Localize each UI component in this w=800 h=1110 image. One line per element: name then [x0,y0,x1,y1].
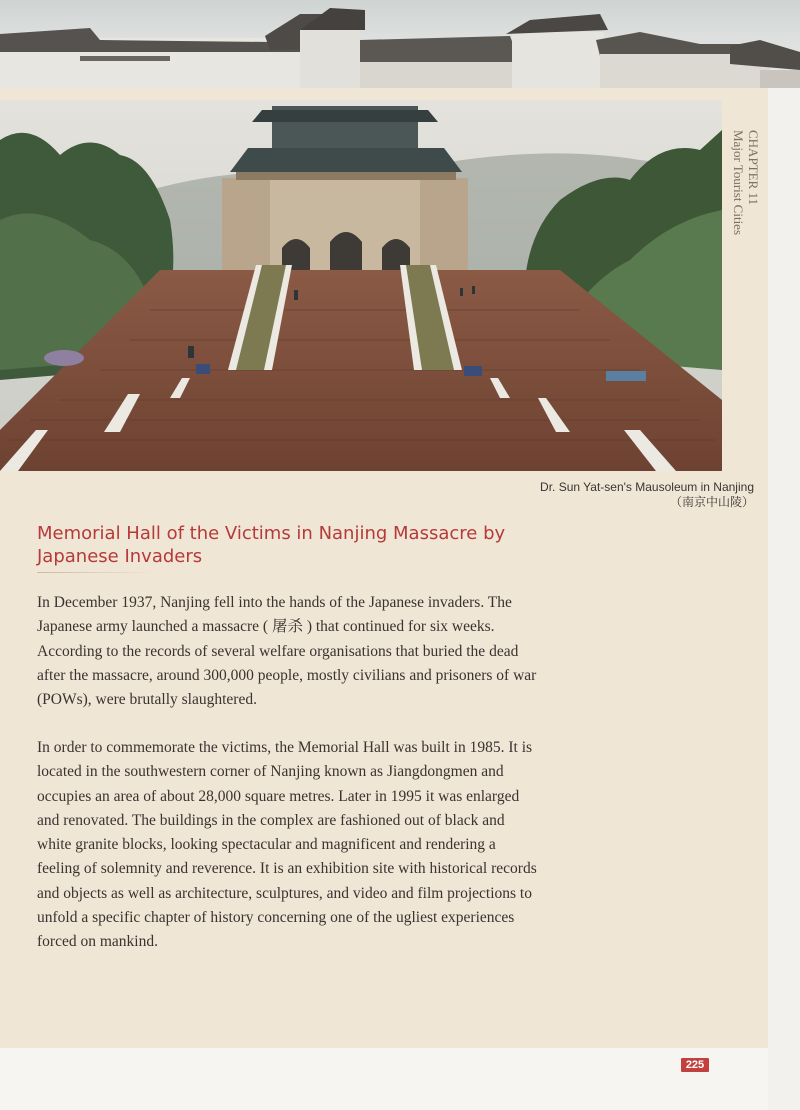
page-edge [768,88,800,1110]
caption-line-chinese: （南京中山陵） [669,495,754,509]
chapter-title: Major Tourist Cities [731,130,746,236]
roofs-illustration [0,0,800,88]
section-heading: Memorial Hall of the Victims in Nanjing Massacre by Japanese Invaders [37,523,506,567]
heading-divider [37,572,157,573]
top-roofs-photo [0,0,800,88]
chapter-number: CHAPTER 11 [746,130,761,205]
photo-caption [354,480,754,510]
paragraph-2: In order to commemorate the victims, the Memorial Hall was built in 1985. It is located in the southwestern corner of Nanjing known as Jiangdongmen and occupies an area of about 28,000 square metres. Later in 1995 it was enlarged and renovated. The buildings in the complex are fashioned out of black and white granite blocks, looking spectacular and magnificent and rendering a feeling of solemnity and reverence. It is an exhibition site with historical records and objects as well as architecture, sculptures, and video and film projections to unfold a specific chapter of history concerning one of the ugliest experiences forced on mankind. [37,739,537,951]
mausoleum-photo [0,100,722,471]
paragraph-1: In December 1937, Nanjing fell into the hands of the Japanese invaders. The Japanese army launched a massacre ( 屠杀 ) that continued for six weeks. According to the records of several welfare organisations that buried the dead after the massacre, around 300,000 people, mostly civilians and prisoners of war (POWs), were brutally slaughtered. [37,594,537,709]
page-number: 225 [681,1058,709,1072]
mausoleum-illustration [0,100,722,471]
chapter-vertical-text [731,130,761,235]
caption-line-english: Dr. Sun Yat-sen's Mausoleum in Nanjing [540,480,754,494]
chapter-tab [731,130,761,280]
